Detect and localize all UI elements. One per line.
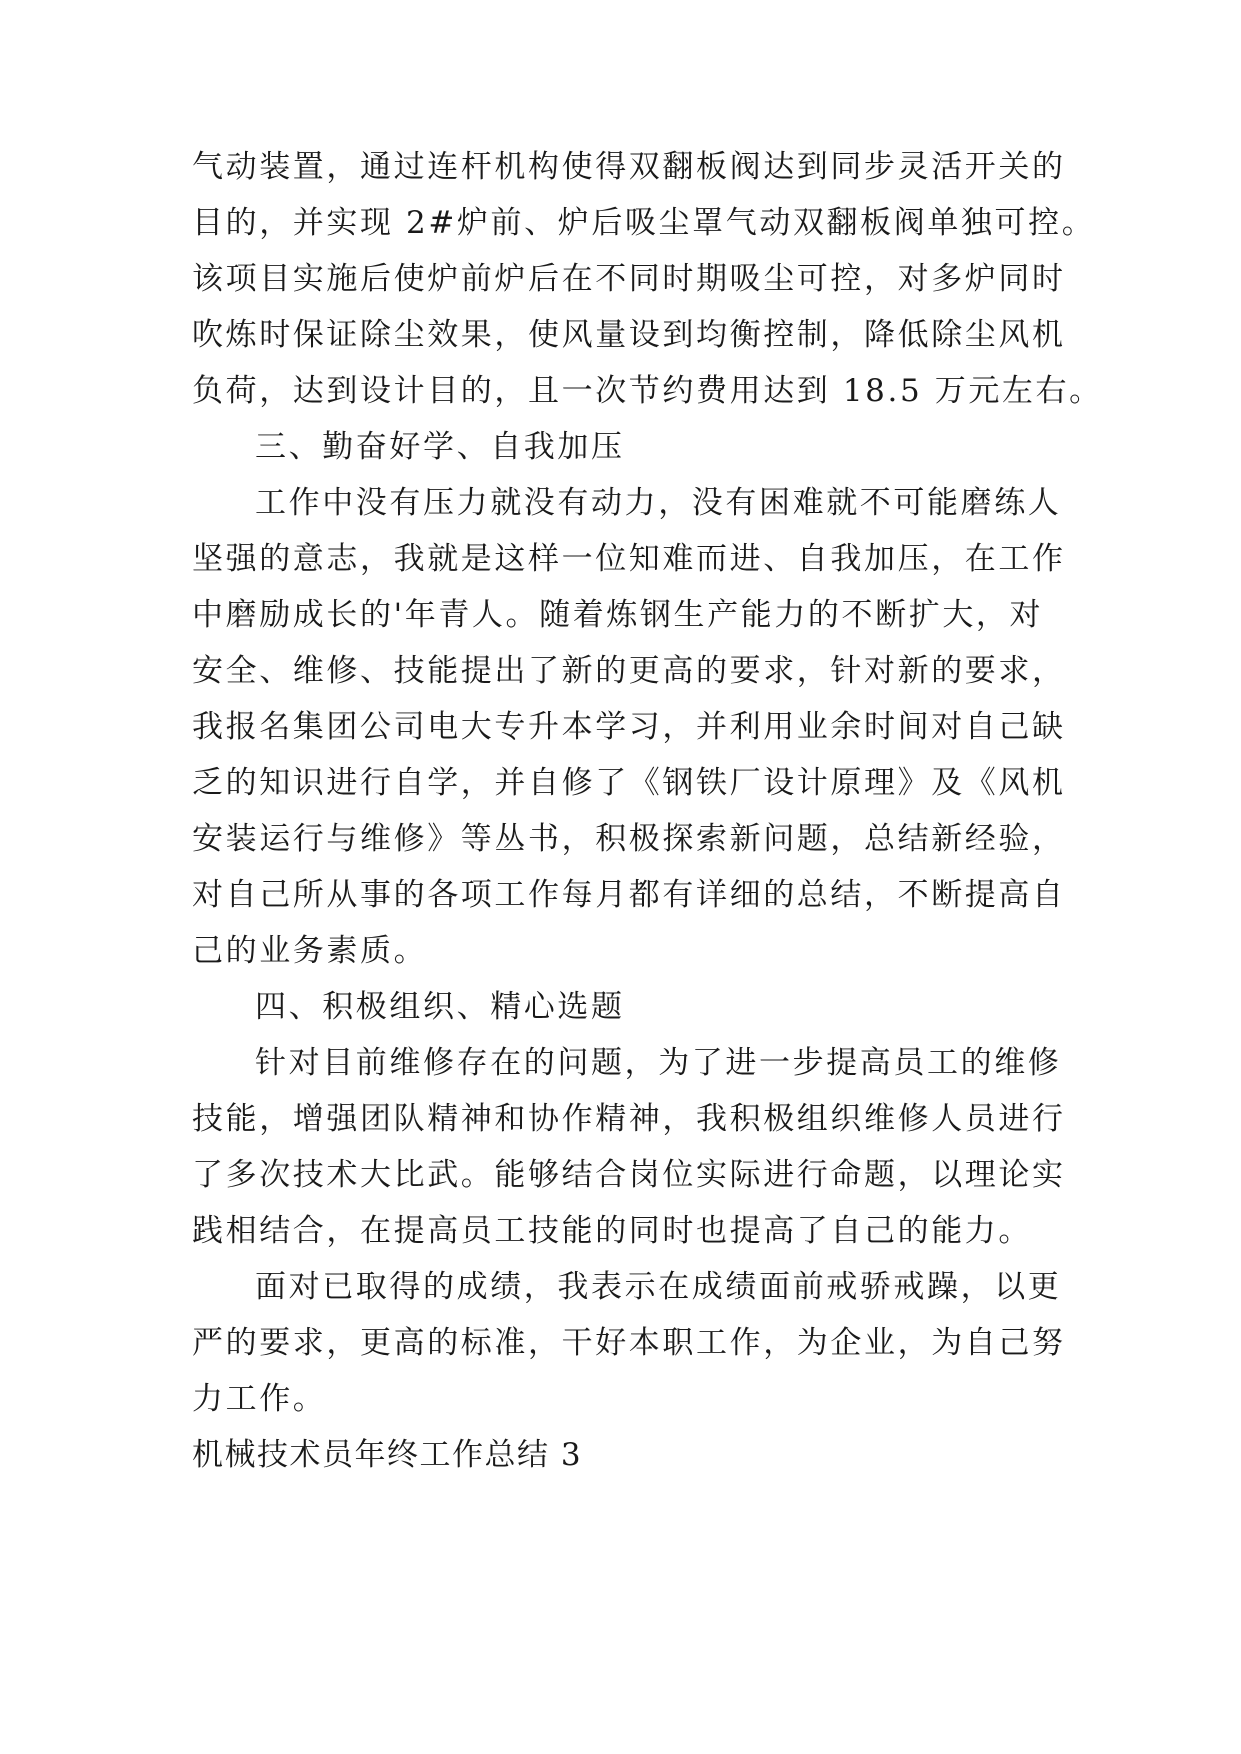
paragraph-line: 目的，并实现 2#炉前、炉后吸尘罩气动双翻板阀单独可控。 [192, 205, 1096, 241]
paragraph-line: 吹炼时保证除尘效果，使风量设到均衡控制，降低除尘风机 [192, 317, 1066, 353]
paragraph-line: 坚强的意志，我就是这样一位知难而进、自我加压，在工作 [192, 541, 1066, 577]
section-heading: 四、积极组织、精心选题 [255, 989, 625, 1025]
paragraph-line: 中磨励成长的'年青人。随着炼钢生产能力的不断扩大，对 [192, 597, 1044, 633]
paragraph-line: 乏的知识进行自学，并自修了《钢铁厂设计原理》及《风机 [192, 765, 1066, 801]
paragraph-line: 严的要求，更高的标准，干好本职工作，为企业，为自己努 [192, 1325, 1066, 1361]
paragraph-line: 该项目实施后使炉前炉后在不同时期吸尘可控，对多炉同时 [192, 261, 1066, 297]
paragraph-line: 工作中没有压力就没有动力，没有困难就不可能磨练人 [255, 485, 1062, 521]
paragraph-line: 己的业务素质。 [192, 933, 428, 969]
paragraph-line: 面对已取得的成绩，我表示在成绩面前戒骄戒躁，以更 [255, 1269, 1062, 1305]
document-title: 机械技术员年终工作总结 3 [192, 1437, 583, 1473]
paragraph-line: 了多次技术大比武。能够结合岗位实际进行命题，以理论实 [192, 1157, 1066, 1193]
paragraph-line: 气动装置，通过连杆机构使得双翻板阀达到同步灵活开关的 [192, 149, 1066, 185]
paragraph-line: 安装运行与维修》等丛书，积极探索新问题，总结新经验， [192, 821, 1066, 857]
paragraph-line: 安全、维修、技能提出了新的更高的要求，针对新的要求， [192, 653, 1066, 689]
paragraph-line: 技能，增强团队精神和协作精神，我积极组织维修人员进行 [192, 1101, 1066, 1137]
section-heading: 三、勤奋好学、自我加压 [255, 429, 625, 465]
paragraph-line: 针对目前维修存在的问题，为了进一步提高员工的维修 [255, 1045, 1062, 1081]
paragraph-line: 践相结合，在提高员工技能的同时也提高了自己的能力。 [192, 1213, 1032, 1249]
paragraph-line: 负荷，达到设计目的，且一次节约费用达到 18.5 万元左右。 [192, 373, 1103, 409]
paragraph-line: 我报名集团公司电大专升本学习，并利用业余时间对自己缺 [192, 709, 1066, 745]
paragraph-line: 对自己所从事的各项工作每月都有详细的总结，不断提高自 [192, 877, 1066, 913]
paragraph-line: 力工作。 [192, 1381, 327, 1417]
